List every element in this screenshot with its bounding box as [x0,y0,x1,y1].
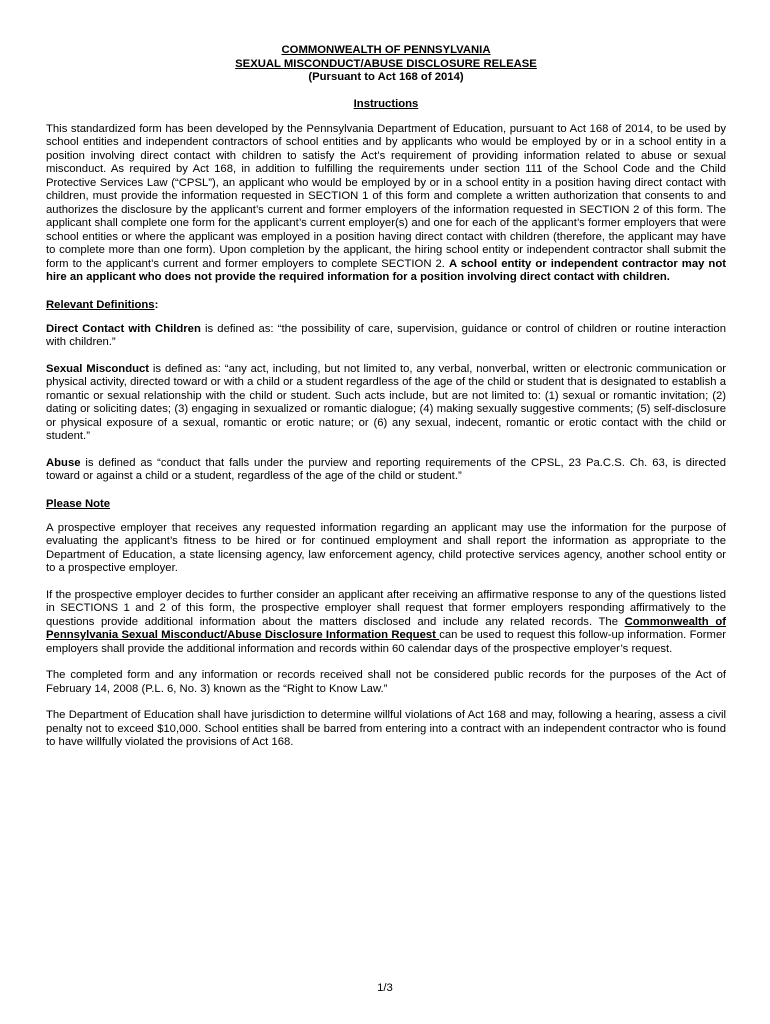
note-paragraph-3: The completed form and any information or records received shall not be considered public records for the purposes of the Act of February 14, 2008 (P.L. 6, No. 3) known as the “Right to Know Law.” [46,669,726,695]
definition-sexual-misconduct [46,363,726,444]
header-line-title: SEXUAL MISCONDUCT/ABUSE DISCLOSURE RELEASE [235,57,537,70]
definitions-heading: Relevant Definitions: [46,298,159,311]
note-paragraph-2: If the prospective employer decides to further consider an applicant after receiving an affirmative response to any of the questions listed in SECTIONS 1 and 2 of this form, the prospective employer shall request that former employers responding affirmatively to the questions provide additional information about the matters disclosed and include any related records. The Commonwealth of Pennsylvania Sexual Misconduct/Abuse Disclosure Information Request can be used to request this follow-up information. Former employers shall provide the additional information and records within 60 calendar days of the prospective employer’s request. [46,588,726,655]
definition-abuse [46,457,726,484]
definition-text: is defined as: “the possibility of care, supervision, guidance or control of children or routine interaction with children.” [46,322,727,348]
definition-text: is defined as “conduct that falls under the purview and reporting requirements of the CPSL, 23 Pa.C.S. Ch. 63, is directed toward or against a child or a student, regardless of the age of the child or student.” [46,456,726,482]
instructions-heading: Instructions [353,97,419,110]
definition-term: Sexual Misconduct [46,362,150,375]
definition-term: Direct Contact with Children [46,322,201,335]
please-note-heading: Please Note [46,497,111,510]
intro-text: This standardized form has been developed by the Pennsylvania Department of Education, pursuant to Act 168 of 2014, to be used by school entities and independent contractors of school entities and by applicants who would be employed by or in a school entity in a position involving direct contact with children to satisfy the Act’s requirement of providing information related to abuse or sexual misconduct. As required by Act 168, in addition to fulfilling the requirements under section 111 of the School Code and the Child Protective Services Law (“CPSL”), an applicant who would be employed by or in a school entity in a position having direct contact with children, must provide the information requested in SECTION 1 of this form and complete a written authorization that consents to and authorizes the disclosure by the applicant’s current and former employers of the information requested in SECTION 2 of this form. The applicant shall complete one form for the applicant’s current employer(s) and one for each of the applicant’s former employers that were school entities or where the applicant was employed in a position having direct contact with children (therefore, the applicant may have to complete more than one form). Upon completion by the applicant, the hiring school entity or independent contractor shall submit the form to the applicant’s current and former employers to complete SECTION 2. [46,122,726,270]
header-line-commonwealth: COMMONWEALTH OF PENNSYLVANIA [281,44,491,56]
definition-text: is defined as: “any act, including, but not limited to, any verbal, nonverbal, written or electronic communication or physical activity, directed toward or with a child or a student regardless of the age of the child or student that is designated to establish a romantic or sexual relationship with the child or student. Such acts include, but are not limited to: (1) sexual or romantic invitation; (2) dating or soliciting dates; (3) engaging in sexualized or romantic dialogue; (4) making sexually suggestive comments; (5) self-disclosure or physical exposure of a sexual, romantic or erotic nature; or (6) any sexual, indecent, romantic or erotic contact with the child or student.” [46,362,727,442]
note-paragraph-1: A prospective employer that receives any requested information regarding an applicant may use the information for the purpose of evaluating the applicant’s fitness to be hired or for continued employment and shall report the information as appropriate to the Department of Education, a state licensing agency, law enforcement agency, child protective services agency, another school entity or to a prospective employer. [46,521,726,574]
intro-bold-text: A school entity or independent contractor may not hire an applicant who does not provide the required information for a position involving direct contact with children. [46,257,726,283]
document-header [46,44,726,85]
note-paragraph-4: The Department of Education shall have jurisdiction to determine willful violations of Act 168 and may, following a hearing, assess a civil penalty not to exceed $10,000. School entities shall be barred from entering into a contract with an independent contractor who is found to have willfully violated the provisions of Act 168. [46,709,726,748]
definition-term: Abuse [46,456,81,469]
disclosure-request-form-reference: Commonwealth of Pennsylvania Sexual Misconduct/Abuse Disclosure Information Request [46,615,726,641]
header-line-act: (Pursuant to Act 168 of 2014) [308,71,464,83]
definition-direct-contact [46,323,726,350]
page-number: 1/3 [377,982,393,994]
intro-paragraph [46,123,726,285]
